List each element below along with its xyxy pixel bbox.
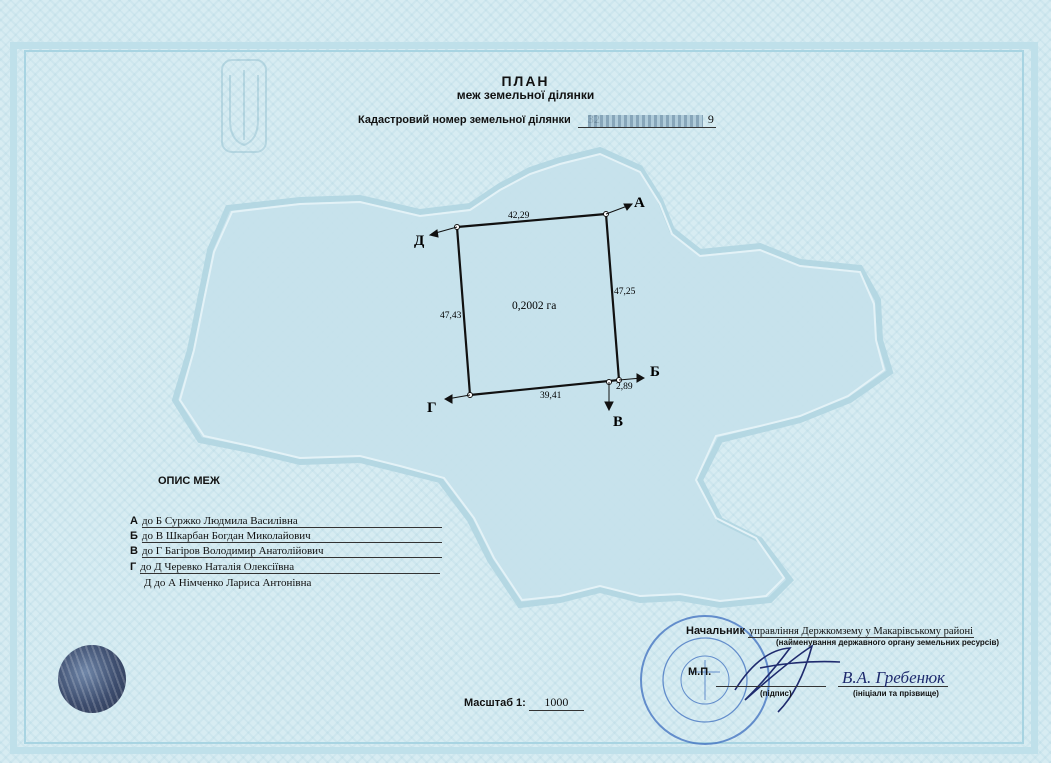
signer-name: В.А. Гребенюк (842, 668, 946, 687)
boundary-key: Б (130, 530, 138, 542)
organization-hint: (найменування державного органу земельних ресурсів) (776, 638, 1000, 647)
cadastral-number-suffix: 9 (707, 112, 714, 126)
page-title: ПЛАН (501, 73, 550, 89)
scale-label: Масштаб 1: (464, 697, 526, 709)
boundary-key: В (130, 545, 138, 557)
boundary-text: до Д Черевко Наталія Олексіївна (140, 561, 440, 574)
boundary-text: Д до А Німченко Лариса Антонівна (144, 577, 312, 589)
organization-name: управління Держкомзему у Макарівському районі (749, 626, 973, 637)
boundary-key: А (130, 515, 138, 527)
handwritten-signature (735, 646, 840, 712)
boundary-row-g (130, 561, 440, 574)
corner-label-a: А (634, 195, 645, 211)
scale-value: 1000 (529, 695, 584, 711)
side-length-bottom: 39,41 (540, 391, 562, 401)
boundary-row-b (130, 530, 442, 543)
boundaries-title: ОПИС МЕЖ (158, 475, 220, 487)
redacted-block (588, 115, 703, 127)
side-length-small: 2,89 (616, 382, 633, 392)
boundary-row-d (140, 577, 311, 589)
side-length-right: 47,25 (614, 287, 636, 297)
area-label: 0,2002 га (512, 300, 557, 312)
boundary-text: до Б Суржко Людмила Василівна (142, 515, 442, 528)
signature-line (716, 686, 826, 687)
boundary-text: до Г Багіров Володимир Анатолійович (142, 545, 442, 558)
page-subtitle: меж земельної ділянки (456, 88, 595, 102)
side-length-left: 47,43 (440, 311, 462, 321)
side-length-top: 42,29 (508, 211, 530, 221)
boundary-key: Г (130, 561, 137, 573)
chief-label: Начальник (686, 625, 745, 637)
corner-label-b: Б (650, 364, 660, 380)
boundary-text: до В Шкарбан Богдан Миколайович (142, 530, 442, 543)
corner-label-v: В (613, 414, 624, 430)
cadastral-number-row (358, 112, 716, 128)
seal-place-label: М.П. (688, 666, 712, 678)
name-hint: (ініціали та прізвище) (853, 689, 939, 698)
cadastral-number-field (578, 112, 716, 128)
hologram-sticker (58, 645, 126, 713)
boundary-row-a (130, 515, 442, 528)
chief-row (686, 625, 974, 638)
scale-row (464, 695, 584, 711)
corner-label-d: Д (414, 233, 425, 249)
cadastral-number-label: Кадастровий номер земельної ділянки (358, 114, 571, 126)
signature-hint: (підпис) (760, 689, 792, 698)
corner-label-g: Г (427, 400, 437, 416)
boundary-row-v (130, 545, 442, 558)
